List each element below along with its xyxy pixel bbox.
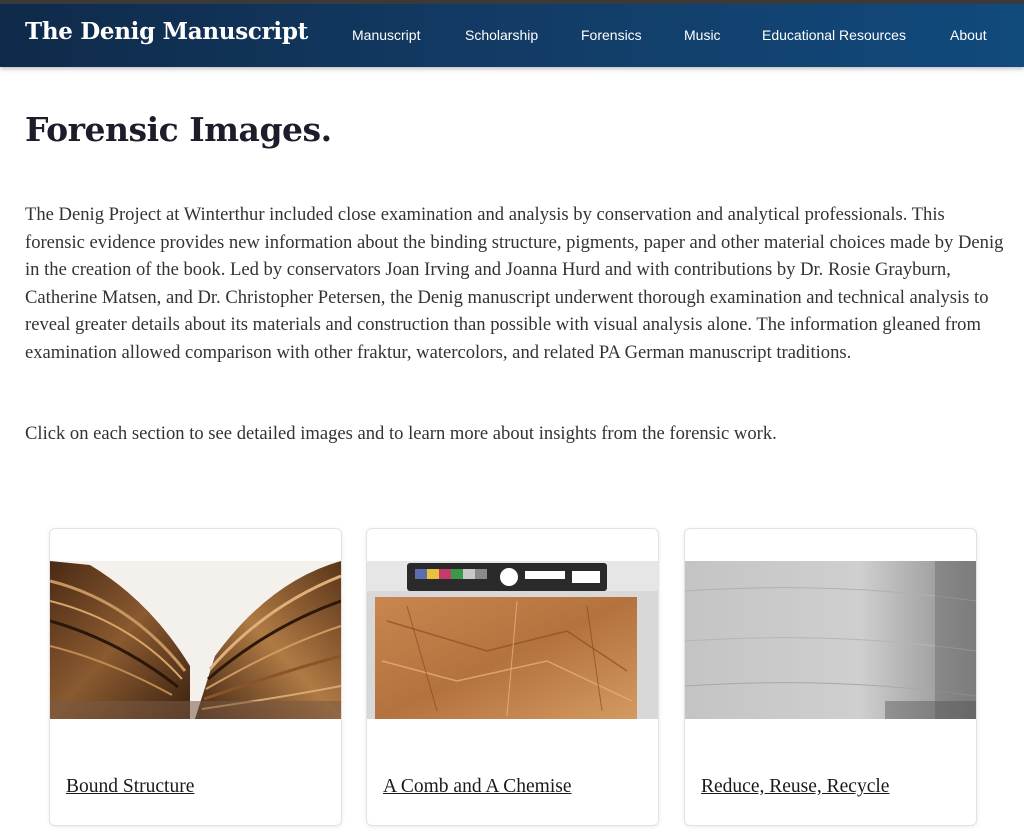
nav-link-music[interactable]: Music xyxy=(684,27,721,43)
card-title-link-reduce-reuse-recycle[interactable]: Reduce, Reuse, Recycle xyxy=(701,776,890,797)
nav-link-about[interactable]: About xyxy=(950,27,987,43)
grayscale-paper-image xyxy=(685,561,976,719)
site-header xyxy=(0,0,1024,67)
card-title-link-bound-structure[interactable]: Bound Structure xyxy=(66,776,195,797)
instruction-paragraph: Click on each section to see detailed images and to learn more about insights from the forensic work. xyxy=(25,423,777,444)
page-title: Forensic Images. xyxy=(25,110,332,149)
nav-link-manuscript[interactable]: Manuscript xyxy=(352,27,421,43)
card-bound-structure[interactable] xyxy=(49,528,342,826)
card-image-bound-structure[interactable] xyxy=(50,561,341,719)
open-book-binding-image xyxy=(50,561,341,719)
nav-link-forensics[interactable]: Forensics xyxy=(581,27,642,43)
calibrated-paper-image xyxy=(367,561,658,719)
nav-link-scholarship[interactable]: Scholarship xyxy=(465,27,539,43)
nav-link-educational-resources[interactable]: Educational Resources xyxy=(762,27,906,43)
card-reduce-reuse-recycle[interactable] xyxy=(684,528,977,826)
site-brand-link[interactable]: The Denig Manuscript xyxy=(25,18,308,45)
card-comb-and-chemise[interactable] xyxy=(366,528,659,826)
card-image-reduce-reuse-recycle[interactable] xyxy=(685,561,976,719)
intro-paragraph: The Denig Project at Winterthur included close examination and analysis by conservation and analytical professionals. This forensic evidence provides new information about the binding structure, pigments, paper and other material choices made by Denig in the creation of the book. Led by conservators Joan Irving and Joanna Hurd and with contributions by Dr. Rosie Grayburn, Catherine Matsen, and Dr. Christopher Petersen, the Denig manuscript underwent thorough examination and technical analysis to reveal greater details about its materials and construction than possible with visual analysis alone. The information gleaned from examination allowed comparison with other fraktur, watercolors, and related PA German manuscript traditions. xyxy=(25,204,1004,363)
card-title-link-comb-and-chemise[interactable]: A Comb and A Chemise xyxy=(383,776,572,797)
card-image-comb-and-chemise[interactable] xyxy=(367,561,658,719)
